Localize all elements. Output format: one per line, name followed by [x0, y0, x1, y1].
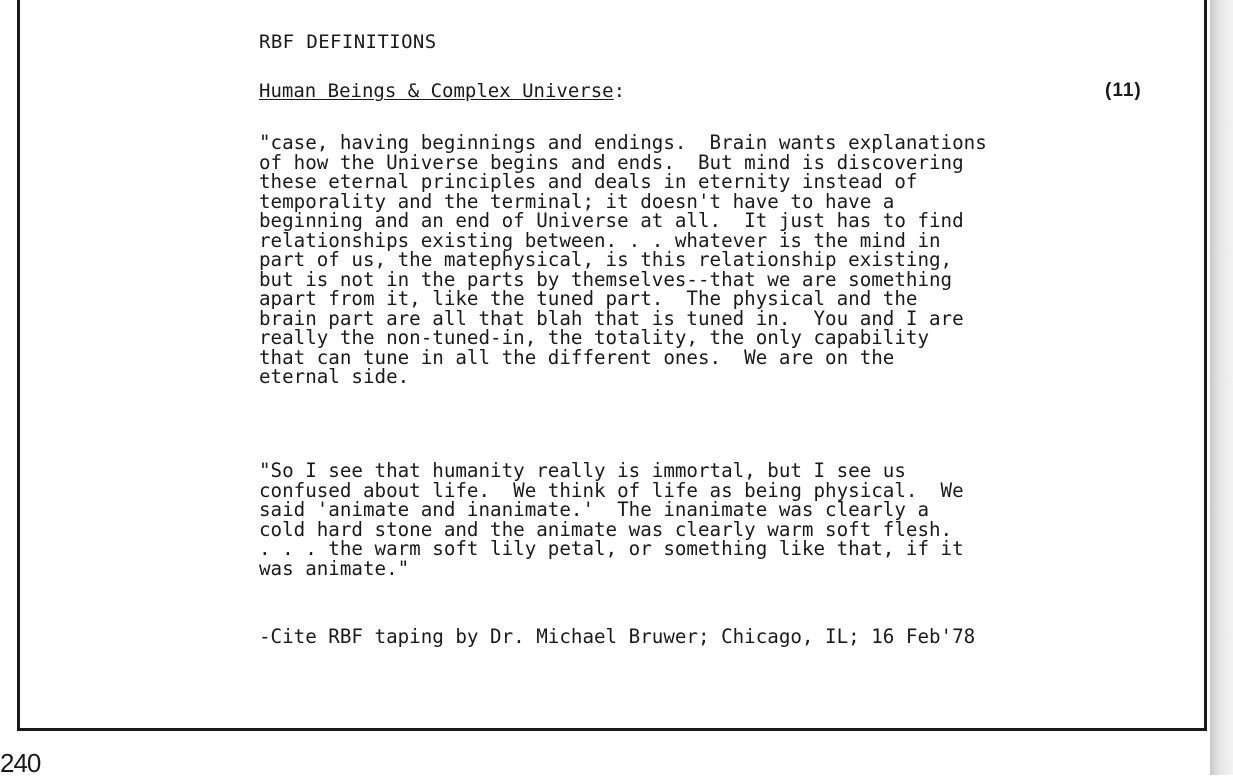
document-heading: RBF DEFINITIONS: [259, 31, 437, 53]
entry-subheading: [259, 80, 625, 102]
quote-paragraph-1: "case, having beginnings and endings. Brain wants explanations of how the Universe begins and ends. But mind is discovering these eternal principles and deals in eternity instead of temporality and the terminal; it doesn't have to have a beginning and an end of Universe at all. It just has to find relationships existing between. . . whatever is the mind in part of us, the matephysical, is this relationship existing, but is not in the parts by themselves--that we are something apart from it, like the tuned part. The physical and the brain part are all that blah that is tuned in. You and I are really the non-tuned-in, the totality, the only capability that can tune in all the different ones. We are on the eternal side.: [259, 131, 987, 388]
quote-paragraph-2: "So I see that humanity really is immortal, but I see us confused about life. We think of life as being physical. We said 'animate and inanimate.' The inanimate was clearly a cold hard stone and the animate was clearly warm soft flesh. . . . the warm soft lily petal, or something like that, if it was animate.": [259, 459, 964, 580]
citation: -Cite RBF taping by Dr. Michael Bruwer; Chicago, IL; 16 Feb'78: [259, 625, 976, 648]
entry-number: (11): [1105, 80, 1142, 101]
entry-subheading-title: Human Beings & Complex Universe: [259, 80, 614, 102]
page-number: 240: [0, 748, 41, 778]
page-edge-shadow: [1210, 0, 1233, 775]
entry-subheading-colon: :: [613, 80, 626, 102]
